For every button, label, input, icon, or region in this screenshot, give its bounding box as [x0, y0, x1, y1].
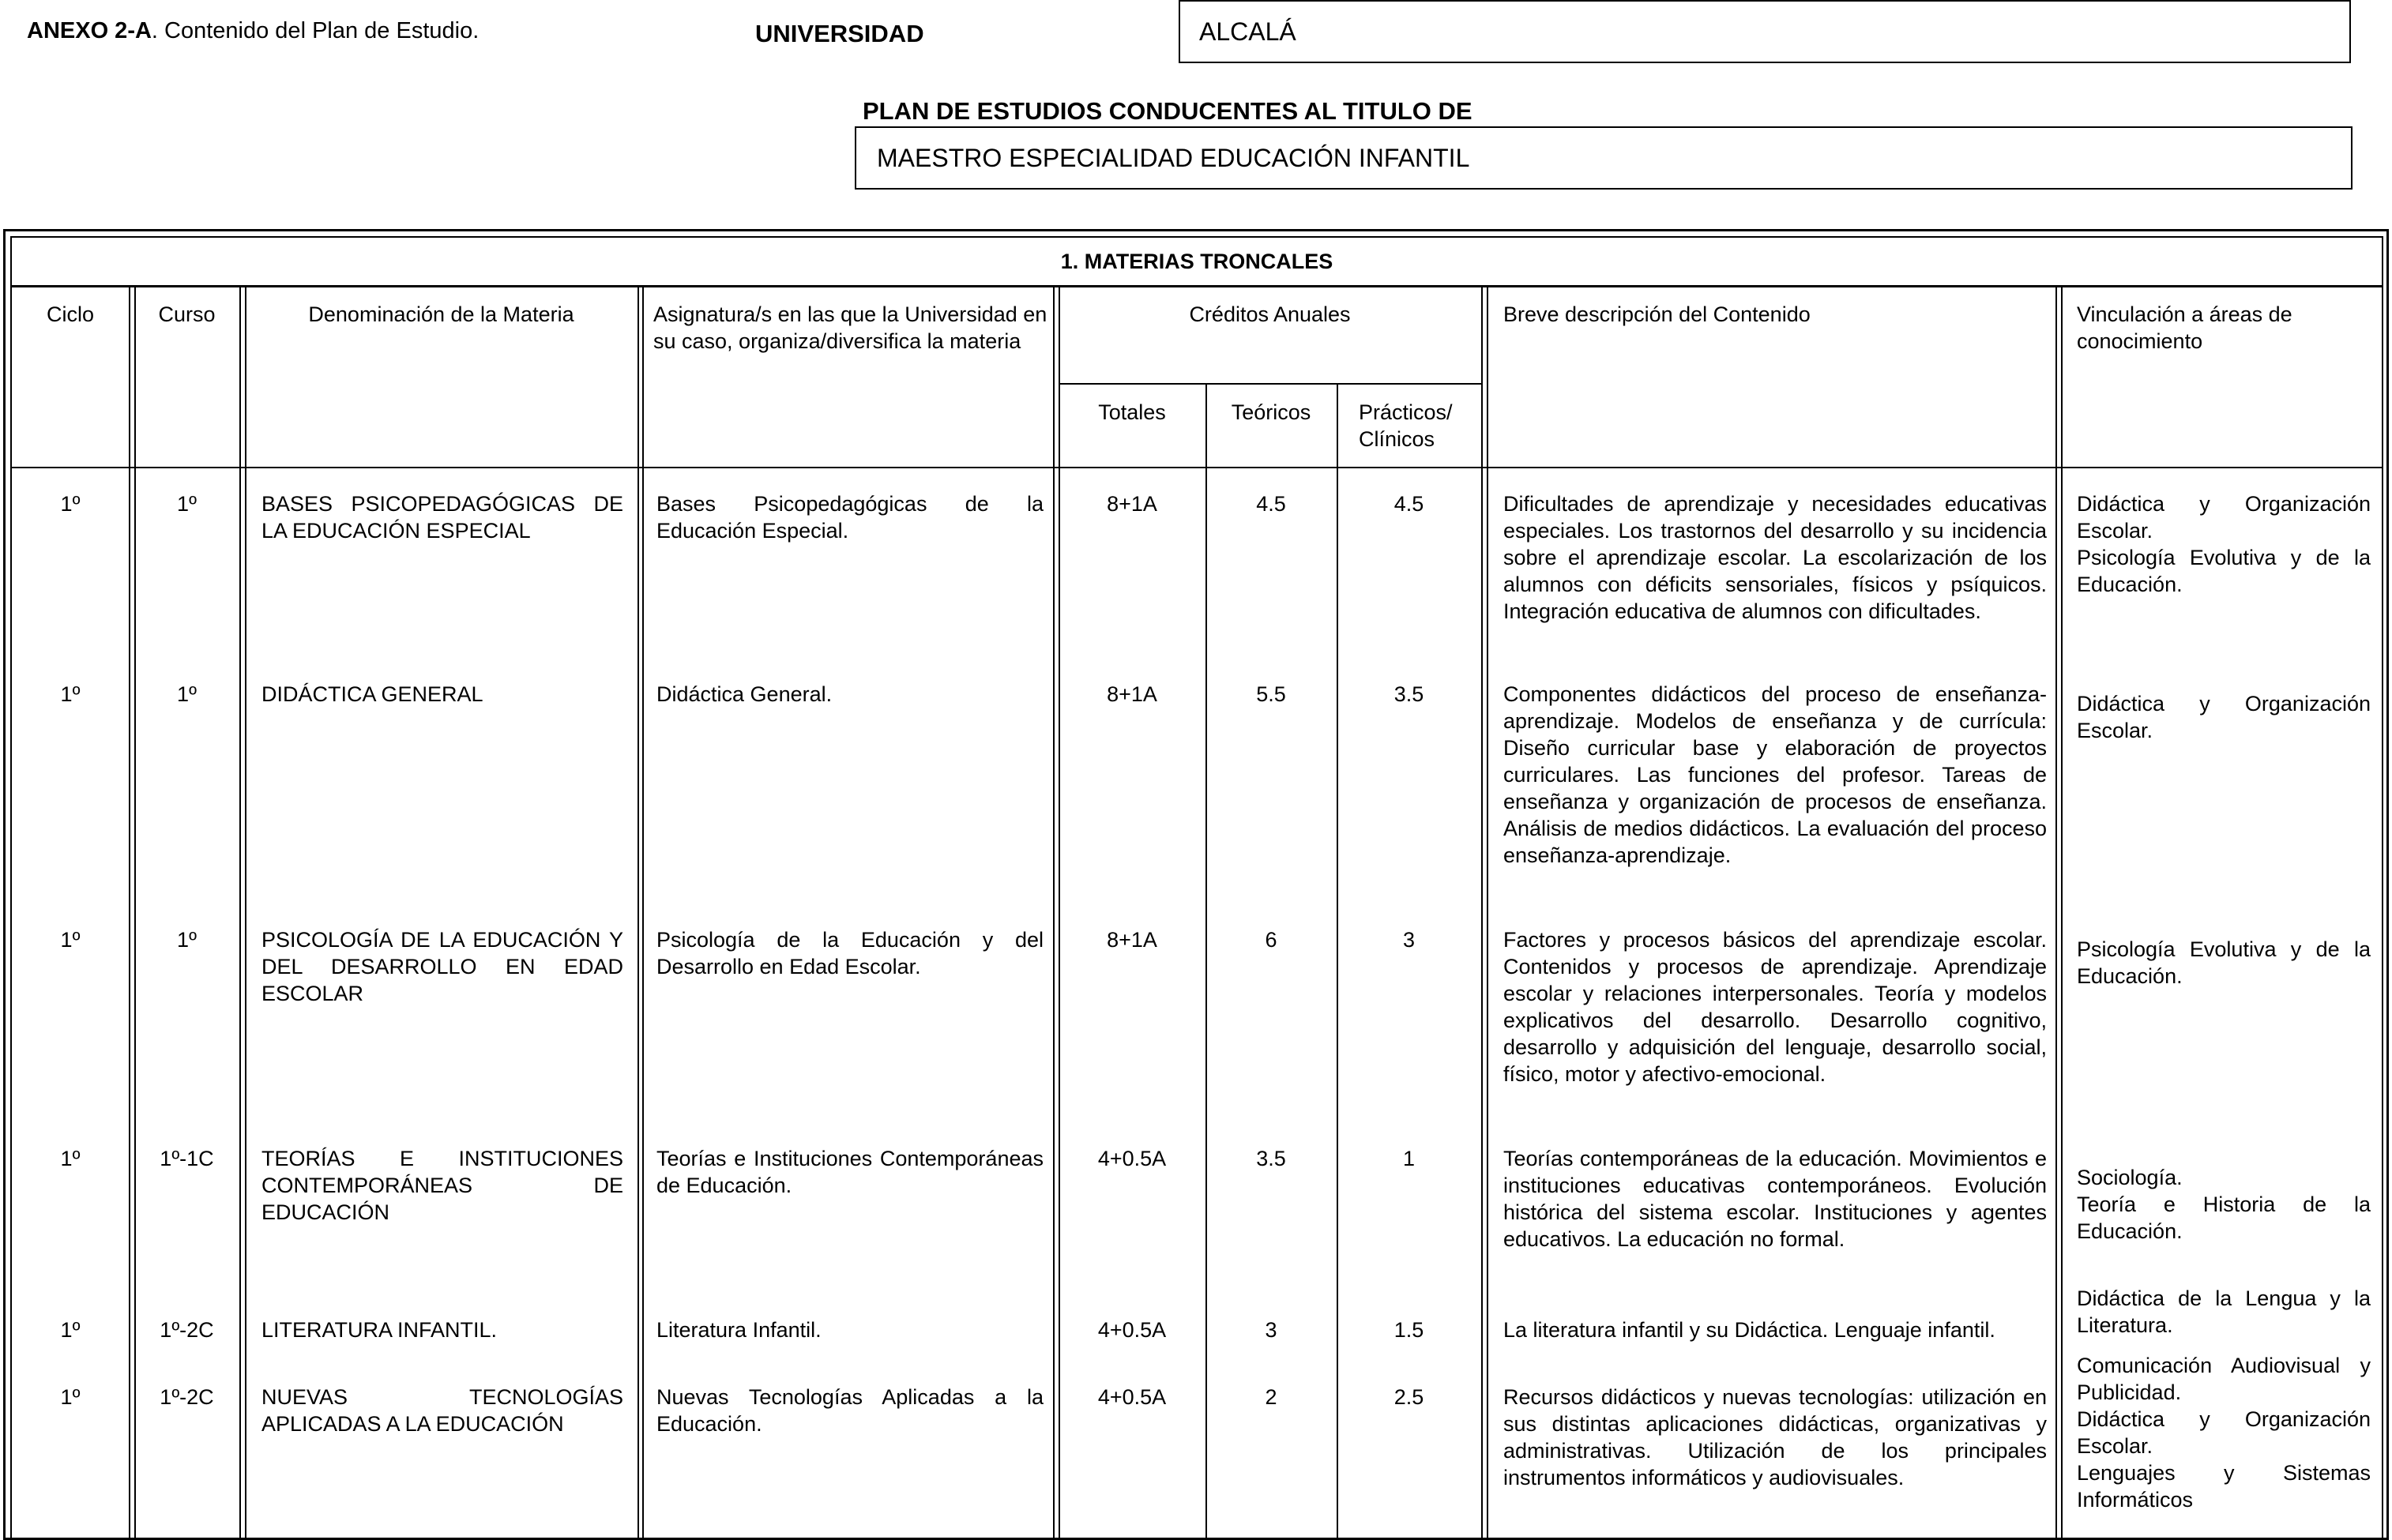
- col-header-practicos: Prácticos/ Clínicos: [1359, 400, 1453, 451]
- cell-descripcion: Componentes didácticos del proceso de enseñanza- aprendizaje. Modelos de enseñanza y de currícula: Diseño curricular base y elaboración de proyectos curriculares. Las funciones del profesor. Tareas de enseñanza y organización de procesos de enseñanza. Análisis de medios didácticos. La evaluación del proceso enseñanza-aprendizaje.: [1503, 682, 2047, 867]
- vinculacion-area: Teoría e Historia de la Educación.: [2077, 1193, 2371, 1243]
- cell-teoricos: 5.5: [1256, 682, 1286, 706]
- col-divider: [1059, 285, 1060, 1538]
- cell-curso: 1º: [177, 928, 197, 952]
- col-divider: [1487, 285, 1488, 1538]
- cell-totales: 4+0.5A: [1097, 1385, 1167, 1409]
- cell-descripcion: Dificultades de aprendizaje y necesidades educativas especiales. Los trastornos del desarrollo y su incidencia sobre el aprendizaje escolar. La escolarización de los alumnos con déficits sensoriales, físicos y psíquicos. Integración educativa de alumnos con dificultades.: [1503, 492, 2047, 623]
- vinculacion-area: Psicología Evolutiva y de la Educación.: [2077, 546, 2371, 596]
- vinculacion-area: Psicología Evolutiva y de la Educación.: [2077, 937, 2371, 988]
- vinculacion-area: Didáctica y Organización Escolar.: [2077, 1407, 2371, 1458]
- cell-ciclo: 1º: [60, 682, 81, 706]
- annex-title: [27, 17, 479, 44]
- col-header-denominacion: Denominación de la Materia: [308, 302, 574, 326]
- university-value: ALCALÁ: [1199, 17, 1296, 46]
- plan-value-box: [855, 126, 2353, 190]
- col-divider: [239, 285, 241, 1538]
- col-divider: [129, 285, 130, 1538]
- plan-value: MAESTRO ESPECIALIDAD EDUCACIÓN INFANTIL: [877, 144, 1470, 172]
- cell-denominacion: BASES PSICOPEDAGÓGICAS DE LA EDUCACIÓN ESPECIAL: [261, 492, 623, 543]
- plan-label-text: PLAN DE ESTUDIOS CONDUCENTES AL TITULO DE: [863, 97, 1472, 125]
- cell-denominacion: NUEVAS TECNOLOGÍAS APLICADAS A LA EDUCACIÓN: [261, 1385, 623, 1436]
- plan-label: [863, 98, 1472, 125]
- cell-asignatura: Psicología de la Educación y del Desarrollo en Edad Escolar.: [656, 928, 1044, 978]
- col-divider: [1053, 285, 1055, 1538]
- annex-label: ANEXO 2-A: [27, 18, 152, 43]
- col-header-asignaturas: Asignatura/s en las que la Universidad en su caso, organiza/diversifica la materia: [653, 302, 1047, 353]
- cell-teoricos: 6: [1265, 928, 1277, 952]
- col-divider: [2055, 285, 2057, 1538]
- cell-asignatura: Literatura Infantil.: [656, 1318, 822, 1342]
- university-label: [755, 21, 924, 47]
- cell-vinculacion: [2077, 490, 2371, 598]
- cell-vinculacion: [2077, 1285, 2371, 1339]
- cell-descripcion: Factores y procesos básicos del aprendizaje escolar. Contenidos y procesos de aprendizaje. Aprendizaje escolar y relaciones interpersonales. Teoría y modelos explicativos del desarrollo. Desarrollo cognitivo, desarrollo y adquisición del lenguaje, desarrollo social, físico, motor y afectivo-emocional.: [1503, 928, 2047, 1086]
- annex-text: . Contenido del Plan de Estudio.: [151, 18, 480, 43]
- cell-denominacion: TEORÍAS E INSTITUCIONES CONTEMPORÁNEAS DE EDUCACIÓN: [261, 1147, 623, 1224]
- cell-asignatura: Nuevas Tecnologías Aplicadas a la Educación.: [656, 1385, 1044, 1436]
- col-header-curso: Curso: [158, 302, 216, 326]
- cell-asignatura: Bases Psicopedagógicas de la Educación Especial.: [656, 492, 1044, 543]
- vinculacion-area: Didáctica y Organización Escolar.: [2077, 692, 2371, 742]
- col-header-ciclo: Ciclo: [46, 302, 94, 326]
- cell-denominacion: DIDÁCTICA GENERAL: [261, 682, 483, 706]
- cell-asignatura: Didáctica General.: [656, 682, 833, 706]
- col-header-creditos: Créditos Anuales: [1189, 302, 1351, 326]
- col-header-teoricos: Teóricos: [1231, 400, 1311, 424]
- cell-totales: 4+0.5A: [1097, 1318, 1167, 1342]
- cell-ciclo: 1º: [60, 928, 81, 952]
- cell-curso: 1º-2C: [160, 1385, 214, 1409]
- cell-practicos: 3: [1402, 928, 1416, 952]
- cell-teoricos: 2: [1265, 1385, 1277, 1409]
- col-header-totales: Totales: [1098, 400, 1166, 424]
- university-value-box: [1179, 0, 2351, 63]
- vinculacion-area: Lenguajes y Sistemas Informáticos: [2077, 1461, 2371, 1512]
- col-divider: [637, 285, 639, 1538]
- vinculacion-area: Didáctica y Organización Escolar.: [2077, 492, 2371, 543]
- col-divider: [1205, 383, 1207, 1538]
- cell-practicos: 4.5: [1393, 492, 1424, 516]
- cell-practicos: 3.5: [1393, 682, 1424, 706]
- col-divider: [1481, 285, 1483, 1538]
- col-divider: [245, 285, 246, 1538]
- university-label-text: UNIVERSIDAD: [755, 20, 924, 47]
- cell-vinculacion: [2077, 1164, 2371, 1245]
- header-bottom-line: [12, 467, 2382, 468]
- cell-curso: 1º: [177, 682, 197, 706]
- cell-descripcion: Teorías contemporáneas de la educación. Movimientos e instituciones educativas contemporáneos. Evolución histórica del sistema escolar. Instituciones y agentes educativos. La educación no formal.: [1503, 1147, 2047, 1251]
- col-divider: [2061, 285, 2063, 1538]
- cell-curso: 1º: [177, 492, 197, 516]
- cell-ciclo: 1º: [60, 1385, 81, 1409]
- cell-denominacion: PSICOLOGÍA DE LA EDUCACIÓN Y DEL DESARROLLO EN EDAD ESCOLAR: [261, 928, 623, 1005]
- cell-ciclo: 1º: [60, 1318, 81, 1342]
- col-divider: [1337, 383, 1338, 1538]
- table-title: 1. MATERIAS TRONCALES: [12, 238, 2382, 287]
- cell-descripcion: Recursos didácticos y nuevas tecnologías: utilización en sus distintas aplicaciones didácticas, organizativas y administrativas. Utilización de los principales instrumentos informáticos y audiovisuales.: [1503, 1385, 2047, 1489]
- vinculacion-area: Sociología.: [2077, 1166, 2183, 1189]
- cell-vinculacion: [2077, 690, 2371, 744]
- cell-denominacion: LITERATURA INFANTIL.: [261, 1318, 498, 1342]
- cell-ciclo: 1º: [60, 492, 81, 516]
- cell-totales: 8+1A: [1107, 492, 1157, 516]
- cell-practicos: 1.5: [1393, 1318, 1424, 1342]
- cell-vinculacion: [2077, 1352, 2371, 1513]
- col-header-vinculacion: Vinculación a áreas de conocimiento: [2077, 302, 2292, 353]
- cell-curso: 1º-1C: [160, 1147, 214, 1170]
- cell-teoricos: 3.5: [1256, 1147, 1286, 1170]
- vinculacion-area: Didáctica de la Lengua y la Literatura.: [2077, 1286, 2371, 1337]
- cell-totales: 4+0.5A: [1097, 1147, 1167, 1170]
- col-divider: [134, 285, 136, 1538]
- cell-vinculacion: [2077, 936, 2371, 990]
- cell-totales: 8+1A: [1107, 682, 1157, 706]
- cell-asignatura: Teorías e Instituciones Contemporáneas de Educación.: [656, 1147, 1044, 1197]
- materias-troncales-table: [3, 229, 2389, 1540]
- cell-teoricos: 4.5: [1256, 492, 1286, 516]
- cell-ciclo: 1º: [60, 1147, 81, 1170]
- cell-curso: 1º-2C: [160, 1318, 214, 1342]
- cell-teoricos: 3: [1265, 1318, 1277, 1342]
- cell-descripcion: La literatura infantil y su Didáctica. Lenguaje infantil.: [1503, 1318, 1995, 1342]
- creditos-subheader-line: [1059, 383, 1481, 385]
- col-header-descripcion: Breve descripción del Contenido: [1503, 302, 1811, 326]
- col-divider: [642, 285, 644, 1538]
- cell-practicos: 1: [1402, 1147, 1416, 1170]
- cell-practicos: 2.5: [1393, 1385, 1424, 1409]
- vinculacion-area: Comunicación Audiovisual y Publicidad.: [2077, 1354, 2371, 1404]
- cell-totales: 8+1A: [1107, 928, 1157, 952]
- table-inner: [10, 236, 2383, 1538]
